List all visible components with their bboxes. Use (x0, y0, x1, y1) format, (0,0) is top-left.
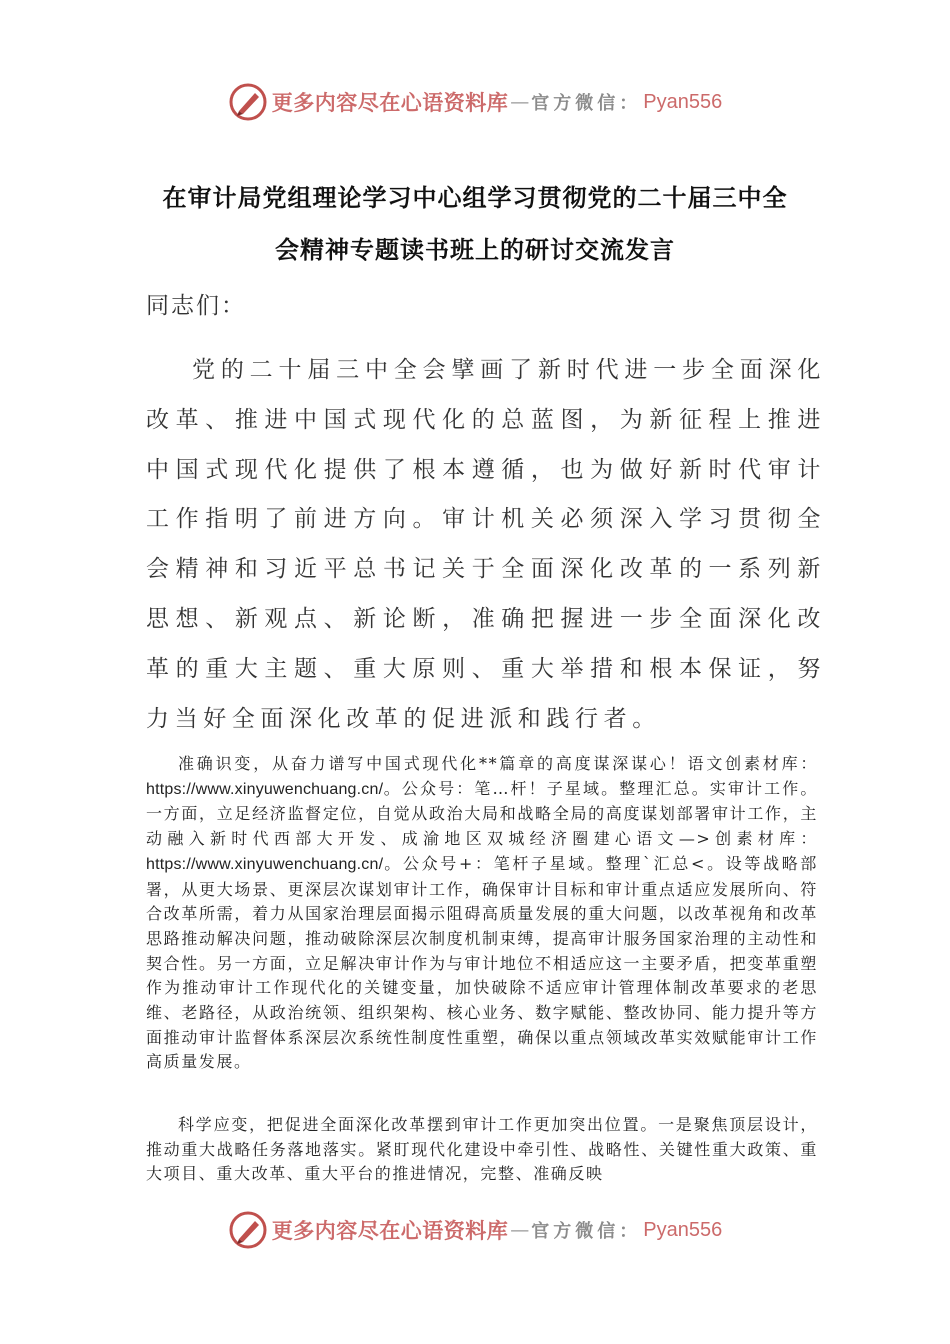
source-url-1: https://www.xinyuwenchuang.cn/ (146, 780, 384, 798)
title-line-1: 在审计局党组理论学习中心组学习贯彻党的二十届三中全 (162, 184, 788, 212)
title-line-2: 会精神专题读书班上的研讨交流发言 (275, 236, 675, 264)
footer-banner-separator: — (510, 1219, 530, 1241)
para1-part-a: 准确识变，从奋力谱写中国式现代化**篇章的高度谋深谋心！语文创素材库： (178, 754, 818, 773)
footer-wechat-id: Pyan556 (643, 1218, 723, 1241)
banner-separator: — (510, 91, 530, 113)
para1-part-c: 。公众号+：笔杆子星域。整理`汇总<。设等战略部署，从更大场景、更深层次谋划审计工作，确保审计目标和审计重点适应发展所向、符合改革所需，着力从国家治理层面揭示阻碍高质量发展的重大问题，以改革视角和改革思路推动解决问题，推动破除深层次制度机制束缚，提高审计服务国家治理的主动性和契合性。另一方面，立足解决审计作为与审计地位不相适应这一主要矛盾，把变革重塑作为推动审计工作现代化的关键变量，加快破除不适应审计管理体制改革要求的老思维、老路径，从政治统领、组织架构、核心业务、数字赋能、整改协同、能力提升等方面推动审计监督体系深层次系统性制度性重塑，确保以重点领域改革实效赋能审计工作高质量发展。 (146, 853, 818, 1072)
header-banner (0, 80, 950, 124)
footer-banner-title: 更多内容尽在心语资料库 (271, 1218, 509, 1243)
salutation: 同志们： (146, 293, 246, 319)
body-paragraph-1 (146, 752, 818, 1075)
intro-paragraph: 党的二十届三中全会擘画了新时代进一步全面深化改革、推进中国式现代化的总蓝图，为新征程上推进中国式现代化提供了根本遵循，也为做好新时代审计工作指明了前进方向。审计机关必须深入学习贯彻全会精神和习近平总书记关于全面深化改革的一系列新思想、新观点、新论断，准确把握进一步全面深化改革的重大主题、重大原则、重大举措和根本保证，努力当好全面深化改革的促进派和践行者。 (146, 357, 826, 732)
banner-title: 更多内容尽在心语资料库 (271, 90, 509, 115)
document-title (120, 172, 830, 276)
source-url-2: https://www.xinyuwenchuang.cn/ (146, 855, 384, 873)
pen-logo-icon (228, 82, 268, 122)
para1-part-b: 。公众号：笔…杆！子星域。整理汇总。实审计工作。一方面，立足经济监督定位，自觉从政治大局和战略全局的高度谋划部署审计工作，主动融入新时代西部大开发、成渝地区双城经济圈建心语文—>创素材库： (146, 778, 818, 849)
body-paragraph-2: 科学应变，把促进全面深化改革摆到审计工作更加突出位置。一是聚焦顶层设计，推动重大战略任务落地落实。紧盯现代化建设中牵引性、战略性、关键性重大政策、重大项目、重大改革、重大平台的推进情况，完整、准确反映 (146, 1115, 818, 1184)
banner-wechat-id: Pyan556 (643, 90, 723, 113)
pen-logo-icon (228, 1210, 268, 1250)
footer-wechat-label: 官方微信： (531, 1221, 642, 1242)
footer-banner (0, 1208, 950, 1252)
banner-wechat-label: 官方微信： (531, 93, 642, 114)
